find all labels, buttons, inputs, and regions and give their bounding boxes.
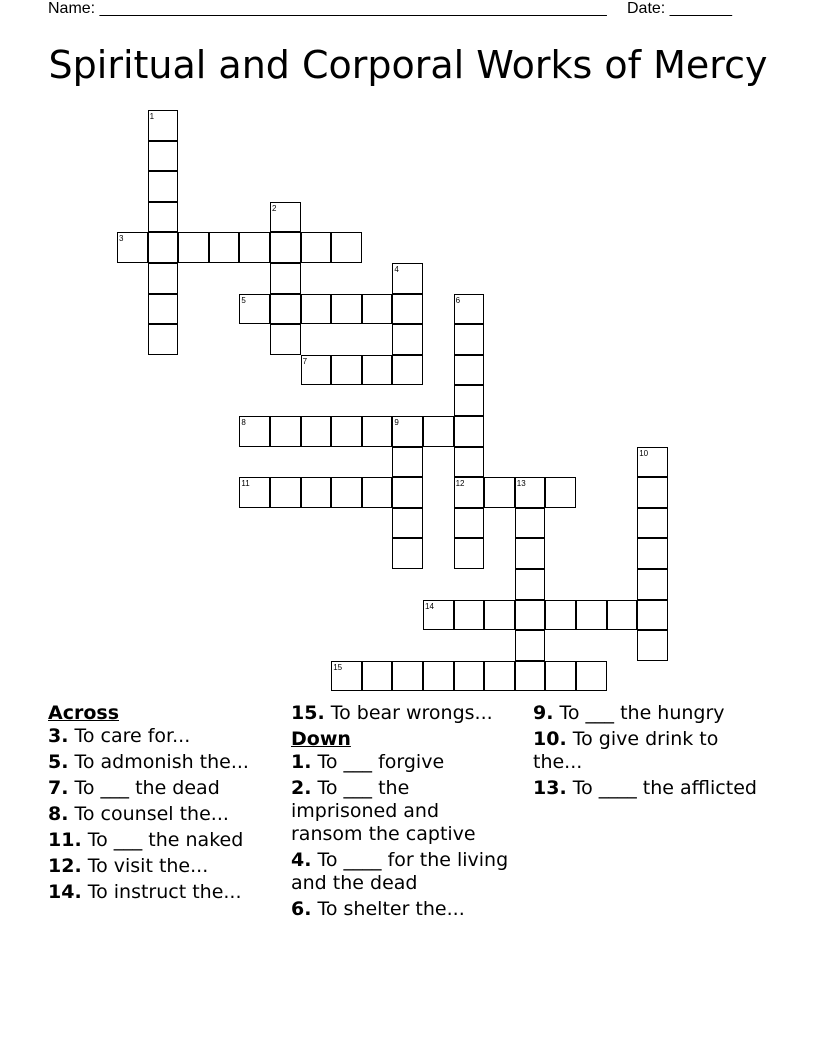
crossword-cell[interactable]	[148, 141, 179, 172]
clue-down-9: 9. To ___ the hungry	[533, 702, 725, 724]
cell-number: 13	[516, 479, 526, 489]
clues-column-1	[48, 702, 288, 907]
crossword-cell[interactable]	[331, 232, 362, 263]
cell-number: 14	[425, 601, 434, 611]
crossword-cell[interactable]	[637, 477, 668, 508]
crossword-cell[interactable]	[484, 661, 515, 692]
crossword-cell[interactable]	[576, 600, 607, 631]
crossword-cell[interactable]	[331, 355, 362, 386]
crossword-cell[interactable]	[454, 508, 485, 539]
cell-number: 6	[455, 295, 461, 305]
crossword-cell[interactable]	[392, 538, 423, 569]
clue-across-14: 14. To instruct the...	[48, 881, 242, 903]
cell-number: 10	[639, 448, 649, 458]
crossword-cell[interactable]	[454, 600, 485, 631]
crossword-cell[interactable]	[515, 661, 546, 692]
clue-down-2: 2. To ___ the imprisoned and ransom the captive	[291, 777, 476, 845]
cell-number: 15	[333, 662, 343, 672]
crossword-cell[interactable]	[515, 538, 546, 569]
crossword-cell[interactable]	[270, 232, 301, 263]
crossword-cell[interactable]	[423, 416, 454, 447]
crossword-cell[interactable]	[392, 477, 423, 508]
crossword-cell[interactable]	[515, 630, 546, 661]
crossword-cell[interactable]	[178, 232, 209, 263]
crossword-cell[interactable]	[484, 477, 515, 508]
crossword-cell[interactable]	[148, 263, 179, 294]
page-title: Spiritual and Corporal Works of Mercy	[48, 43, 768, 87]
crossword-cell[interactable]	[148, 171, 179, 202]
clue-across-12: 12. To visit the...	[48, 855, 209, 877]
cell-number: 5	[241, 295, 246, 305]
crossword-cell[interactable]	[392, 355, 423, 386]
clue-down-10: 10. To give drink to the...	[533, 728, 719, 773]
crossword-cell[interactable]	[331, 294, 362, 325]
crossword-cell[interactable]	[484, 600, 515, 631]
crossword-cell[interactable]	[270, 263, 301, 294]
crossword-cell[interactable]	[362, 355, 393, 386]
down-heading: Down	[291, 728, 351, 750]
crossword-cell[interactable]	[515, 600, 546, 631]
crossword-cell[interactable]	[331, 477, 362, 508]
crossword-cell[interactable]	[362, 294, 393, 325]
crossword-cell[interactable]	[392, 508, 423, 539]
crossword-cell[interactable]	[515, 569, 546, 600]
crossword-cell[interactable]	[576, 661, 607, 692]
crossword-cell[interactable]	[239, 232, 270, 263]
crossword-cell[interactable]	[454, 355, 485, 386]
clues-column-3	[533, 702, 763, 803]
crossword-cell[interactable]	[148, 232, 179, 263]
clue-across-15: 15. To bear wrongs...	[291, 702, 493, 724]
clue-down-6: 6. To shelter the...	[291, 898, 465, 920]
crossword-cell[interactable]	[637, 508, 668, 539]
crossword-cell[interactable]	[454, 661, 485, 692]
crossword-cell[interactable]	[362, 477, 393, 508]
clue-down-4: 4. To ____ for the living and the dead	[291, 849, 509, 894]
clue-down-1: 1. To ___ forgive	[291, 751, 445, 773]
cell-number: 4	[394, 265, 399, 274]
date-field-label: Date: _______	[627, 0, 732, 17]
clue-across-3: 3. To care for...	[48, 725, 191, 747]
cell-number: 8	[241, 418, 246, 427]
clue-across-5: 5. To admonish the...	[48, 751, 249, 773]
crossword-cell[interactable]	[637, 600, 668, 631]
clue-down-13: 13. To ____ the afflicted	[533, 777, 757, 799]
crossword-cell[interactable]	[148, 202, 179, 233]
crossword-cell[interactable]	[515, 508, 546, 539]
crossword-cell[interactable]	[392, 294, 423, 325]
cell-number: 9	[394, 418, 399, 427]
crossword-cell[interactable]	[637, 630, 668, 661]
crossword-cell[interactable]	[209, 232, 240, 263]
crossword-cell[interactable]	[545, 661, 576, 692]
crossword-cell[interactable]	[301, 294, 332, 325]
crossword-cell[interactable]	[270, 416, 301, 447]
crossword-cell[interactable]	[454, 538, 485, 569]
crossword-cell[interactable]	[392, 324, 423, 355]
crossword-cell[interactable]	[362, 416, 393, 447]
crossword-cell[interactable]	[301, 232, 332, 263]
crossword-cell[interactable]	[331, 416, 362, 447]
crossword-cell[interactable]	[148, 294, 179, 325]
clue-across-7: 7. To ___ the dead	[48, 777, 220, 799]
crossword-cell[interactable]	[545, 477, 576, 508]
crossword-cell[interactable]	[362, 661, 393, 692]
crossword-cell[interactable]	[454, 447, 485, 478]
clue-across-11: 11. To ___ the naked	[48, 829, 244, 851]
crossword-cell[interactable]	[637, 538, 668, 569]
clue-across-8: 8. To counsel the...	[48, 803, 229, 825]
crossword-cell[interactable]	[545, 600, 576, 631]
across-heading: Across	[48, 702, 120, 724]
cell-number: 2	[272, 203, 277, 213]
crossword-cell[interactable]	[637, 569, 668, 600]
crossword-cell[interactable]	[301, 416, 332, 447]
crossword-cell[interactable]	[148, 324, 179, 355]
crossword-cell[interactable]	[392, 661, 423, 692]
cell-number: 12	[455, 479, 465, 489]
crossword-cell[interactable]	[270, 294, 301, 325]
cell-number: 7	[302, 356, 308, 366]
crossword-cell[interactable]	[301, 477, 332, 508]
cell-number: 3	[119, 234, 124, 244]
cell-number: 1	[149, 112, 155, 121]
clues-column-2	[291, 702, 511, 924]
crossword-cell[interactable]	[454, 324, 485, 355]
crossword-cell[interactable]	[454, 385, 485, 416]
crossword-cell[interactable]	[423, 661, 454, 692]
cell-number: 11	[241, 479, 250, 489]
crossword-cell[interactable]	[270, 477, 301, 508]
crossword-cell[interactable]	[392, 447, 423, 478]
crossword-cell[interactable]	[454, 416, 485, 447]
crossword-cell[interactable]	[607, 600, 638, 631]
name-field-label: Name: _________________________________________________________	[48, 0, 607, 17]
crossword-cell[interactable]	[270, 324, 301, 355]
